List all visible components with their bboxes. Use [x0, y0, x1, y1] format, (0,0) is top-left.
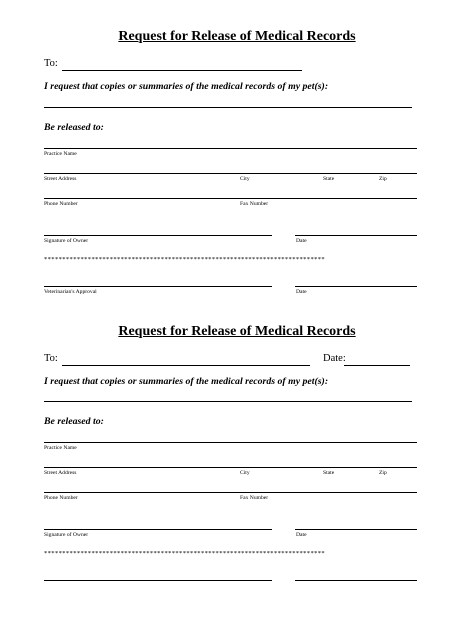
form2-to-label: To:	[44, 353, 58, 364]
form1-vet-date-line[interactable]	[295, 286, 417, 287]
form2-released-label: Be released to:	[44, 416, 104, 427]
form2-date-label: Date	[296, 532, 307, 538]
form2-state-label: State	[323, 470, 335, 476]
form2-signature-label: Signature of Owner	[44, 532, 89, 538]
form2-city-label: City	[240, 470, 250, 476]
form1-pets-field[interactable]	[44, 107, 412, 108]
form1-vet-approval-line[interactable]	[44, 286, 272, 287]
form1-released-label: Be released to:	[44, 122, 104, 133]
form1-separator: *****************************************************************************	[44, 256, 326, 263]
form2-title: Request for Release of Medical Records	[118, 324, 356, 339]
form1-request-text: I request that copies or summaries of the medical records of my pet(s):	[44, 81, 329, 92]
form2-separator: *****************************************************************************	[44, 550, 326, 557]
form2-vet-approval-line[interactable]	[44, 580, 272, 581]
form2-request-text: I request that copies or summaries of the medical records of my pet(s):	[44, 376, 329, 387]
form2-date-field-top[interactable]	[344, 365, 410, 366]
form2-signature-line[interactable]	[44, 529, 272, 530]
form2-date-line[interactable]	[295, 529, 417, 530]
form2-street-address-label: Street Address	[44, 470, 77, 476]
form2-date-label-top: Date:	[323, 353, 346, 364]
form1-phone-line[interactable]	[44, 198, 417, 199]
form2-phone-number-label: Phone Number	[44, 495, 78, 501]
form1-street-address-label: Street Address	[44, 176, 77, 182]
form1-fax-number-label: Fax Number	[240, 201, 269, 207]
form2-zip-label: Zip	[379, 470, 387, 476]
form1-vet-approval-label: Veterinarian's Approval	[44, 289, 97, 295]
form1-address-line[interactable]	[44, 173, 417, 174]
form1-to-label: To:	[44, 58, 58, 69]
form2-phone-line[interactable]	[44, 492, 417, 493]
form1-vet-date-label: Date	[296, 289, 307, 295]
form2-vet-date-line[interactable]	[295, 580, 417, 581]
form2-pets-field[interactable]	[44, 401, 412, 402]
form1-city-label: City	[240, 176, 250, 182]
form1-signature-line[interactable]	[44, 235, 272, 236]
form1-date-line[interactable]	[295, 235, 417, 236]
form1-practice-name-label: Practice Name	[44, 151, 77, 157]
form1-state-label: State	[323, 176, 335, 182]
form1-signature-label: Signature of Owner	[44, 238, 89, 244]
form1-date-label: Date	[296, 238, 307, 244]
form1-phone-number-label: Phone Number	[44, 201, 78, 207]
form2-practice-name-line[interactable]	[44, 442, 417, 443]
form2-practice-name-label: Practice Name	[44, 445, 77, 451]
form1-title: Request for Release of Medical Records	[118, 29, 356, 44]
form1-zip-label: Zip	[379, 176, 387, 182]
form1-practice-name-line[interactable]	[44, 148, 417, 149]
form2-fax-number-label: Fax Number	[240, 495, 269, 501]
form2-to-field[interactable]	[62, 365, 310, 366]
form1-to-field[interactable]	[62, 70, 302, 71]
form2-address-line[interactable]	[44, 467, 417, 468]
